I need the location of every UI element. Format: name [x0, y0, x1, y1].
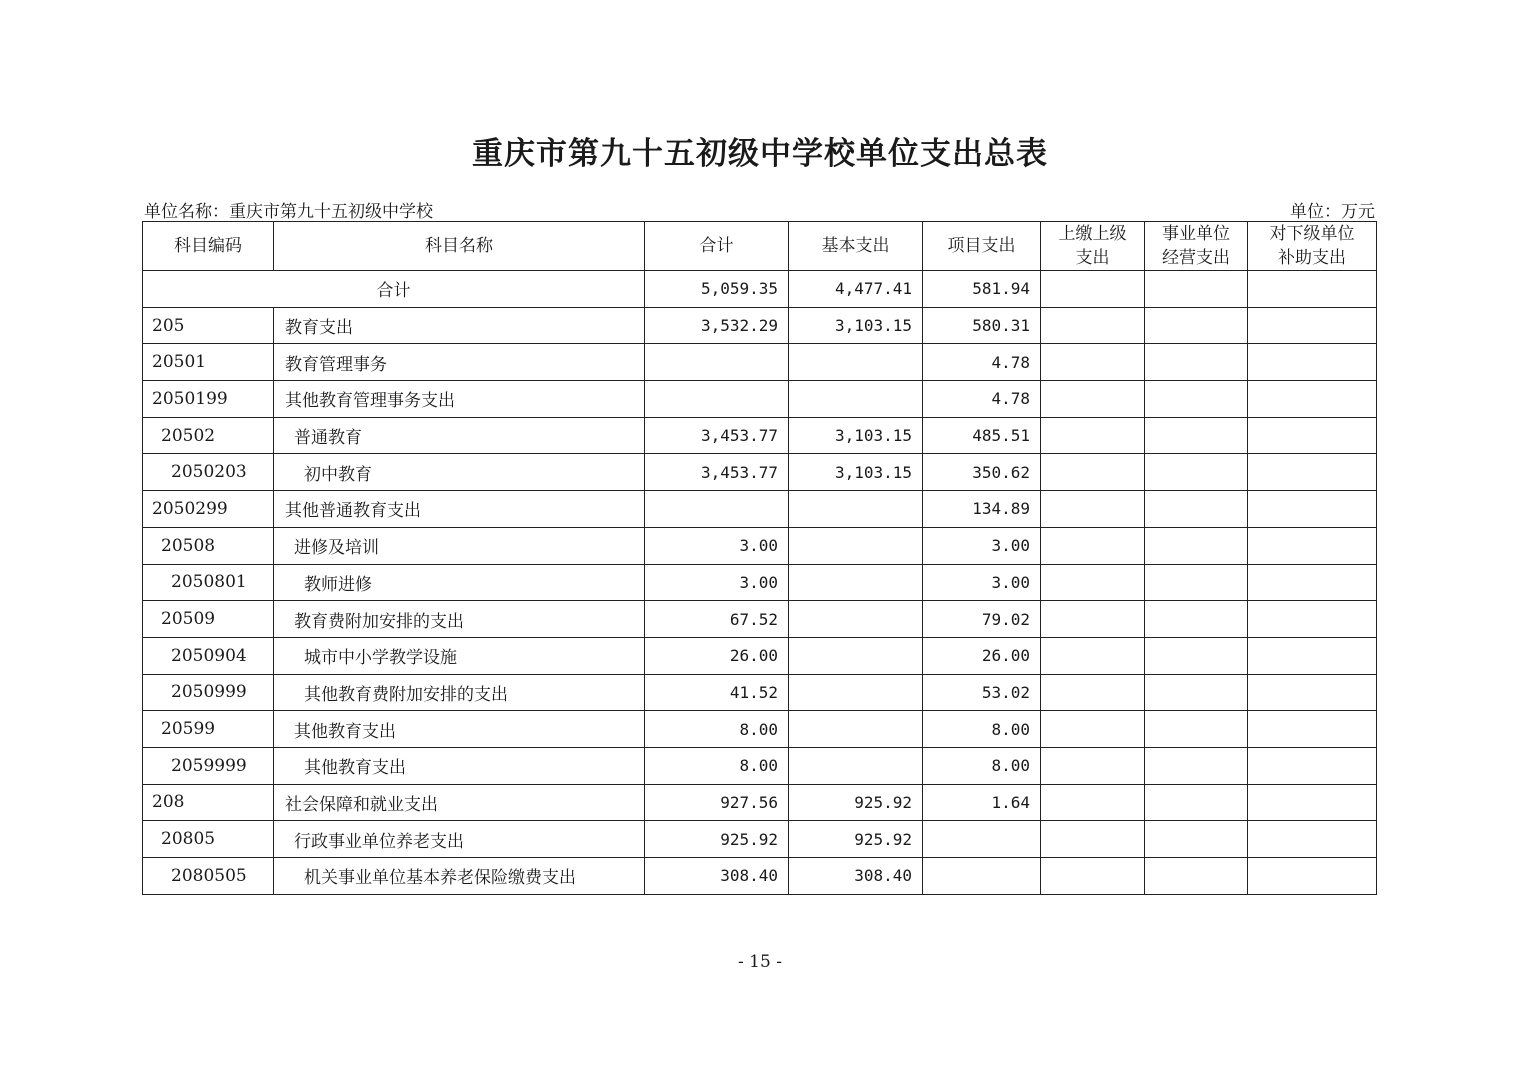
row-subsidy: [1248, 454, 1377, 491]
row-business: [1145, 344, 1248, 381]
currency-unit-label: 单位：万元: [1290, 202, 1375, 222]
row-basic: 3,103.15: [789, 454, 923, 491]
row-project: [923, 821, 1041, 858]
row-project: 4.78: [923, 381, 1041, 418]
row-business: [1145, 564, 1248, 601]
row-name: 其他普通教育支出: [274, 491, 645, 528]
row-total: 925.92: [645, 821, 789, 858]
row-project: 4.78: [923, 344, 1041, 381]
row-business: [1145, 784, 1248, 821]
table-row: [143, 491, 1377, 528]
row-subsidy: [1248, 637, 1377, 674]
row-basic: [789, 747, 923, 784]
row-name: 其他教育管理事务支出: [274, 381, 645, 418]
summary-business: [1145, 271, 1248, 308]
row-name: 普通教育: [274, 417, 645, 454]
row-project: 3.00: [923, 527, 1041, 564]
row-name: 社会保障和就业支出: [274, 784, 645, 821]
row-basic: 3,103.15: [789, 307, 923, 344]
row-basic: 925.92: [789, 784, 923, 821]
row-project: 580.31: [923, 307, 1041, 344]
table-row: [143, 711, 1377, 748]
table-row: [143, 344, 1377, 381]
row-business: [1145, 711, 1248, 748]
row-subsidy: [1248, 674, 1377, 711]
row-project: 8.00: [923, 711, 1041, 748]
table-row: [143, 858, 1377, 895]
row-business: [1145, 491, 1248, 528]
row-upper: [1041, 344, 1145, 381]
row-project: 3.00: [923, 564, 1041, 601]
row-subsidy: [1248, 417, 1377, 454]
table-row: [143, 821, 1377, 858]
row-total: [645, 491, 789, 528]
row-total: 3.00: [645, 564, 789, 601]
table-header-row: [143, 222, 1377, 271]
row-basic: [789, 674, 923, 711]
row-subsidy: [1248, 527, 1377, 564]
row-name: 初中教育: [274, 454, 645, 491]
row-business: [1145, 747, 1248, 784]
row-upper: [1041, 637, 1145, 674]
header-upper-line2: 支出: [1075, 248, 1110, 268]
row-subsidy: [1248, 821, 1377, 858]
table-row: [143, 564, 1377, 601]
row-upper: [1041, 454, 1145, 491]
row-code: 2050904: [143, 637, 274, 674]
row-total: 3.00: [645, 527, 789, 564]
row-upper: [1041, 821, 1145, 858]
row-subsidy: [1248, 491, 1377, 528]
row-total: 67.52: [645, 601, 789, 638]
header-name: 科目名称: [274, 222, 645, 271]
row-name: 教育管理事务: [274, 344, 645, 381]
row-upper: [1041, 491, 1145, 528]
row-business: [1145, 637, 1248, 674]
row-basic: [789, 601, 923, 638]
row-business: [1145, 527, 1248, 564]
table-row: [143, 637, 1377, 674]
row-subsidy: [1248, 381, 1377, 418]
row-name: 其他教育支出: [274, 747, 645, 784]
row-subsidy: [1248, 564, 1377, 601]
table-row: [143, 601, 1377, 638]
row-project: 79.02: [923, 601, 1041, 638]
row-business: [1145, 674, 1248, 711]
row-project: 26.00: [923, 637, 1041, 674]
header-subsidy-line1: 对下级单位: [1269, 224, 1355, 244]
row-business: [1145, 858, 1248, 895]
row-project: [923, 858, 1041, 895]
row-total: 41.52: [645, 674, 789, 711]
row-basic: [789, 381, 923, 418]
row-business: [1145, 417, 1248, 454]
row-code: 20805: [143, 821, 274, 858]
header-subsidy: [1248, 222, 1377, 271]
row-upper: [1041, 674, 1145, 711]
row-basic: [789, 637, 923, 674]
row-project: 134.89: [923, 491, 1041, 528]
row-upper: [1041, 527, 1145, 564]
row-total: 927.56: [645, 784, 789, 821]
row-total: 8.00: [645, 747, 789, 784]
row-total: 8.00: [645, 711, 789, 748]
summary-subsidy: [1248, 271, 1377, 308]
row-name: 其他教育支出: [274, 711, 645, 748]
table-row: [143, 307, 1377, 344]
header-project: 项目支出: [923, 222, 1041, 271]
row-code: 2050801: [143, 564, 274, 601]
row-total: 3,453.77: [645, 417, 789, 454]
row-code: 20508: [143, 527, 274, 564]
header-basic: 基本支出: [789, 222, 923, 271]
row-upper: [1041, 307, 1145, 344]
row-code: 205: [143, 307, 274, 344]
row-basic: 308.40: [789, 858, 923, 895]
row-name: 进修及培训: [274, 527, 645, 564]
row-name: 教育费附加安排的支出: [274, 601, 645, 638]
row-upper: [1041, 564, 1145, 601]
row-project: 1.64: [923, 784, 1041, 821]
summary-row: [143, 271, 1377, 308]
row-basic: [789, 711, 923, 748]
row-upper: [1041, 784, 1145, 821]
row-project: 8.00: [923, 747, 1041, 784]
row-subsidy: [1248, 711, 1377, 748]
row-business: [1145, 454, 1248, 491]
header-business: [1145, 222, 1248, 271]
header-subsidy-line2: 补助支出: [1278, 248, 1346, 268]
expenditure-table: [142, 221, 1377, 895]
table-row: [143, 454, 1377, 491]
row-code: 2059999: [143, 747, 274, 784]
row-project: 485.51: [923, 417, 1041, 454]
row-subsidy: [1248, 784, 1377, 821]
row-project: 350.62: [923, 454, 1041, 491]
row-code: 208: [143, 784, 274, 821]
table-row: [143, 381, 1377, 418]
row-basic: 925.92: [789, 821, 923, 858]
row-basic: 3,103.15: [789, 417, 923, 454]
summary-basic: 4,477.41: [789, 271, 923, 308]
row-total: [645, 344, 789, 381]
header-business-line1: 事业单位: [1162, 224, 1230, 244]
row-code: 20502: [143, 417, 274, 454]
row-code: 20501: [143, 344, 274, 381]
row-subsidy: [1248, 747, 1377, 784]
row-name: 教育支出: [274, 307, 645, 344]
row-upper: [1041, 711, 1145, 748]
row-total: 3,532.29: [645, 307, 789, 344]
row-subsidy: [1248, 601, 1377, 638]
row-basic: [789, 344, 923, 381]
row-subsidy: [1248, 307, 1377, 344]
row-subsidy: [1248, 858, 1377, 895]
table-row: [143, 417, 1377, 454]
table-row: [143, 527, 1377, 564]
summary-project: 581.94: [923, 271, 1041, 308]
row-code: 2080505: [143, 858, 274, 895]
row-code: 2050999: [143, 674, 274, 711]
page-number: - 15 -: [738, 952, 782, 972]
header-total: 合计: [645, 222, 789, 271]
row-basic: [789, 527, 923, 564]
table-row: [143, 784, 1377, 821]
header-upper-line1: 上缴上级: [1058, 224, 1127, 244]
row-code: 20599: [143, 711, 274, 748]
row-code: 2050203: [143, 454, 274, 491]
row-project: 53.02: [923, 674, 1041, 711]
row-business: [1145, 601, 1248, 638]
page-title: 重庆市第九十五初级中学校单位支出总表: [472, 136, 1048, 172]
row-name: 其他教育费附加安排的支出: [274, 674, 645, 711]
row-basic: [789, 491, 923, 528]
header-upper: [1041, 222, 1145, 271]
row-business: [1145, 307, 1248, 344]
table-row: [143, 674, 1377, 711]
row-name: 教师进修: [274, 564, 645, 601]
row-total: 26.00: [645, 637, 789, 674]
row-business: [1145, 821, 1248, 858]
summary-label: 合计: [143, 271, 645, 308]
row-subsidy: [1248, 344, 1377, 381]
row-name: 城市中小学教学设施: [274, 637, 645, 674]
row-upper: [1041, 858, 1145, 895]
table-row: [143, 747, 1377, 784]
summary-total: 5,059.35: [645, 271, 789, 308]
row-total: 308.40: [645, 858, 789, 895]
unit-name-label: 单位名称：重庆市第九十五初级中学校: [144, 202, 433, 222]
row-total: 3,453.77: [645, 454, 789, 491]
row-upper: [1041, 417, 1145, 454]
row-basic: [789, 564, 923, 601]
row-name: 行政事业单位养老支出: [274, 821, 645, 858]
row-business: [1145, 381, 1248, 418]
row-upper: [1041, 381, 1145, 418]
row-code: 2050299: [143, 491, 274, 528]
row-upper: [1041, 747, 1145, 784]
header-business-line2: 经营支出: [1162, 248, 1230, 268]
row-upper: [1041, 601, 1145, 638]
row-name: 机关事业单位基本养老保险缴费支出: [274, 858, 645, 895]
row-code: 20509: [143, 601, 274, 638]
row-total: [645, 381, 789, 418]
summary-upper: [1041, 271, 1145, 308]
header-code: 科目编码: [143, 222, 274, 271]
row-code: 2050199: [143, 381, 274, 418]
